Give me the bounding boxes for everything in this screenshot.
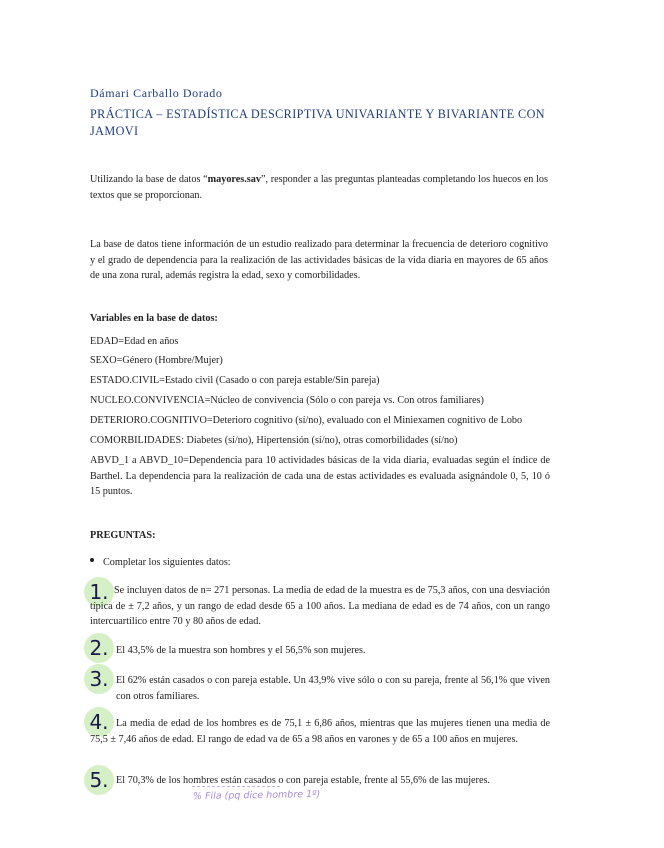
- handwritten-underline: [192, 786, 280, 788]
- page-title: PRÁCTICA – ESTADÍSTICA DESCRIPTIVA UNIVARIANTE Y BIVARIANTE CON JAMOVI: [90, 107, 545, 138]
- preguntas-heading: PREGUNTAS:: [90, 530, 156, 541]
- variable-sexo: SEXO=Género (Hombre/Mujer): [90, 355, 223, 366]
- question-1-text: Se incluyen datos de n= 271 personas. La media de edad de la muestra es de 75,3 años, con una desviación típica de ± 7,2 años, y un rango de edad desde 65 a 100 años. La mediana de edad es de 74 años, con un rango intercuartílico entre 70 y 80 años de edad.: [90, 585, 550, 627]
- question-number-1: 1.: [84, 577, 114, 607]
- question-number-5: 5.: [84, 765, 114, 795]
- variable-comorbilidades: COMORBILIDADES: Diabetes (sí/no), Hipertensión (sí/no), otras comorbilidades (sí/no): [90, 435, 458, 446]
- description-paragraph: La base de datos tiene información de un estudio realizado para determinar la frecuencia de deterioro cognitivo y el grado de dependencia para la realización de las actividades básicas de la vida diaria en mayores de 65 años de una zona rural, además registra la edad, sexo y comorbilidades.: [90, 239, 548, 281]
- variable-edad: EDAD=Edad en años: [90, 336, 179, 347]
- author-name: Dámari Carballo Dorado: [90, 86, 223, 100]
- intro-paragraph: [90, 172, 548, 203]
- handwritten-annotation: % Fila (pq dice hombre 1º): [192, 788, 321, 803]
- bullet-item: [90, 557, 231, 568]
- question-4-text: La media de edad de los hombres es de 75,1 ± 6,86 años, mientras que las mujeres tienen una media de 75,5 ± 7,46 años de edad. El rango de edad va de 65 a 98 años en varones y de 65 a 100 años en mujeres.: [90, 718, 550, 745]
- variable-abvd: ABVD_1 a ABVD_10=Dependencia para 10 actividades básicas de la vida diaria, evaluadas según el índice de Barthel. La dependencia para la realización de cada una de estas actividades es evaluada asignándole 0, 5, 10 ó 15 puntos.: [90, 455, 550, 497]
- intro-text-start: Utilizando la base de datos “: [90, 174, 208, 185]
- bullet-text: Completar los siguientes datos:: [103, 557, 231, 568]
- dataset-filename: mayores.sav: [207, 174, 261, 185]
- question-5-text: El 70,3% de los hombres están casados o con pareja estable, frente al 55,6% de las mujeres.: [116, 775, 490, 786]
- question-number-4: 4.: [84, 707, 114, 737]
- variable-nucleo-convivencia: NUCLEO.CONVIVENCIA=Núcleo de convivencia (Sólo o con pareja vs. Con otros familiares): [90, 395, 484, 406]
- question-2-text: El 43,5% de la muestra son hombres y el 56,5% son mujeres.: [116, 645, 366, 656]
- question-number-3: 3.: [84, 664, 114, 694]
- bullet-dot-icon: [90, 558, 94, 562]
- variable-estado-civil: ESTADO.CIVIL=Estado civil (Casado o con pareja estable/Sin pareja): [90, 375, 380, 386]
- intro-text-end: ”, responder a las preguntas planteadas completando los huecos en los textos que se proporcionan.: [90, 174, 548, 201]
- variables-heading: Variables en la base de datos:: [90, 313, 218, 324]
- variable-deterioro-cognitivo: DETERIORO.COGNITIVO=Deterioro cognitivo (sí/no), evaluado con el Miniexamen cognitivo de Lobo: [90, 415, 523, 426]
- question-3-text: El 62% están casados o con pareja estable. Un 43,9% vive sólo o con su pareja, frente al 56,1% que viven con otros familiares.: [116, 675, 550, 702]
- question-number-2: 2.: [84, 633, 114, 663]
